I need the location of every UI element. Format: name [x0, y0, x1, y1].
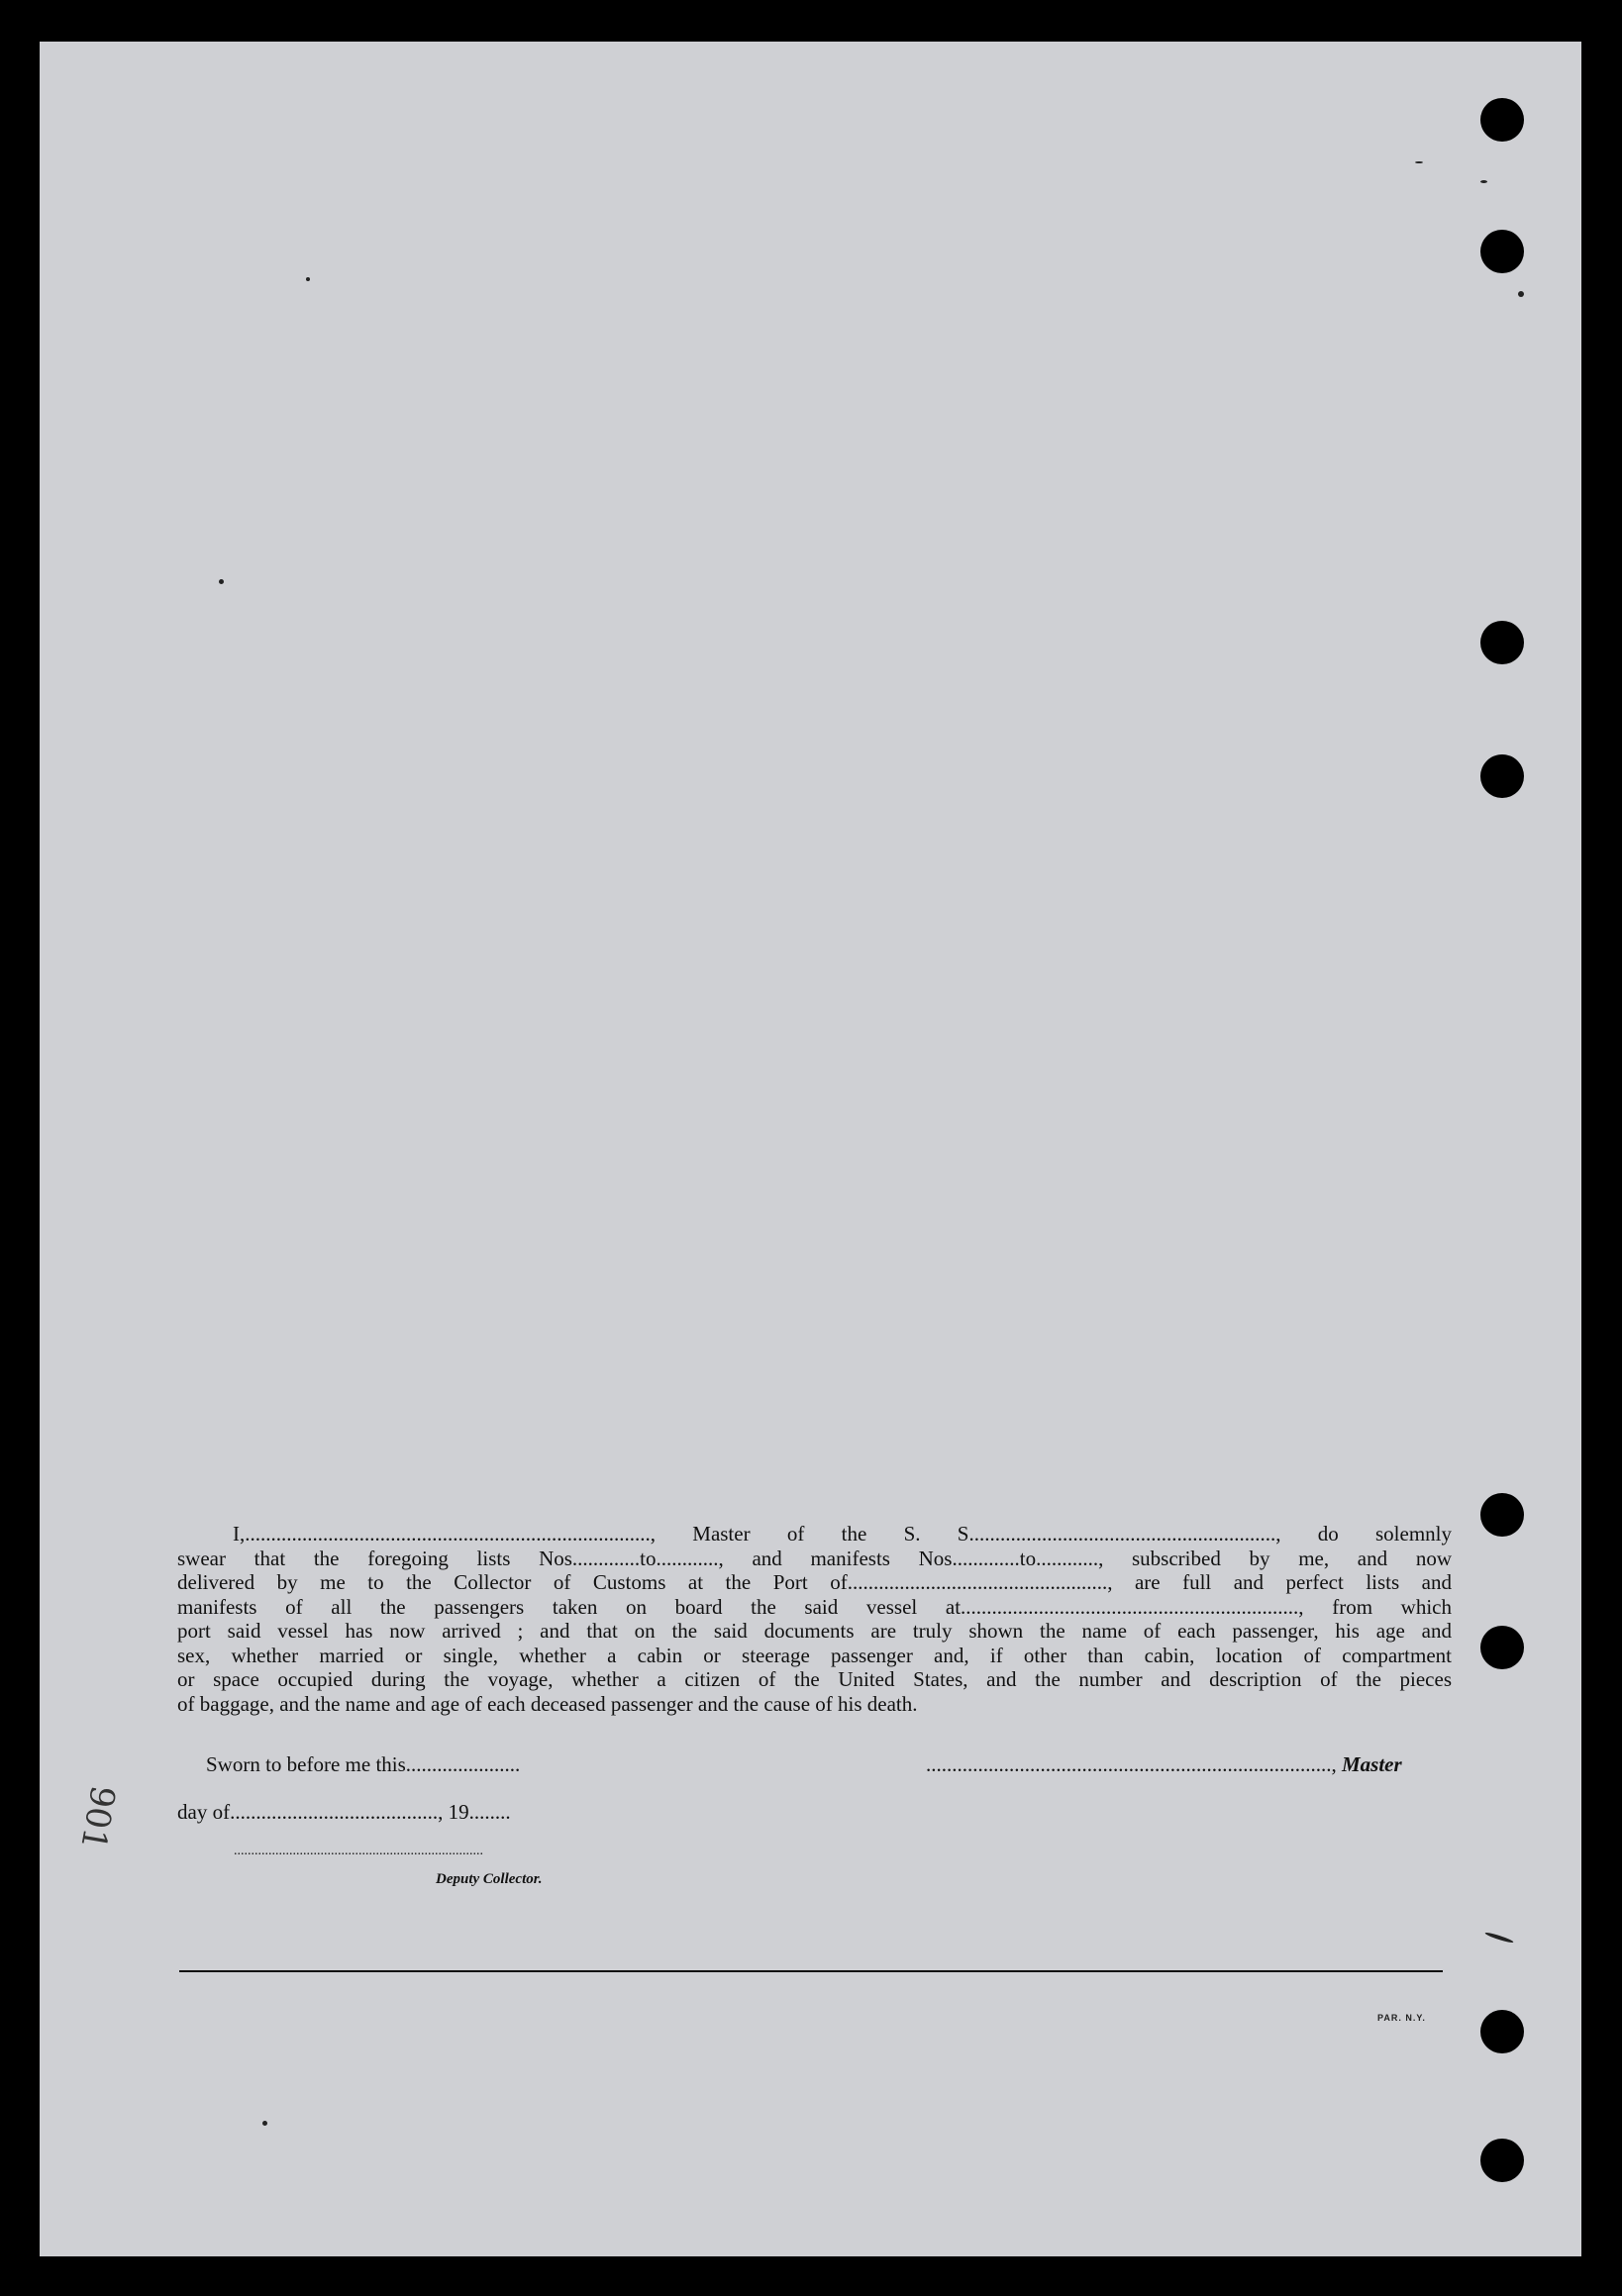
bottom-rule: [179, 1970, 1443, 1972]
printer-mark: PAR. N.Y.: [1377, 2013, 1426, 2023]
deputy-collector-label: Deputy Collector.: [436, 1871, 543, 1887]
punch-hole: [1480, 2139, 1524, 2182]
oath-line: manifests of all the passengers taken on board the said vessel at................................................................., from which: [177, 1594, 1452, 1619]
speck: [306, 277, 310, 281]
punch-hole: [1480, 1493, 1524, 1537]
punch-hole: [1480, 754, 1524, 798]
master-signature-line: ..............................................................................,: [926, 1752, 1337, 1776]
oath-line: of baggage, and the name and age of each deceased passenger and the cause of his death.: [177, 1691, 918, 1716]
speck: [1518, 291, 1524, 297]
oath-line: port said vessel has now arrived ; and that on the said documents are truly shown the name of each passenger, his age and: [177, 1619, 1452, 1643]
master-label: Master: [1342, 1752, 1402, 1776]
speck: [1415, 161, 1423, 163]
oath-line: delivered by me to the Collector of Customs at the Port of.................................................., are full and perfect lists and: [177, 1570, 1452, 1594]
oath-line: sex, whether married or single, whether a cabin or steerage passenger and, if other than cabin, location of compartment: [177, 1643, 1452, 1667]
speck: [262, 2121, 267, 2126]
punch-hole: [1480, 621, 1524, 664]
punch-hole: [1480, 2010, 1524, 2053]
master-signature-field: [926, 1752, 1402, 1777]
punch-hole: [1480, 98, 1524, 142]
sworn-field: Sworn to before me this......................: [206, 1752, 521, 1776]
punch-hole: [1480, 1626, 1524, 1669]
speck: [1484, 1931, 1514, 1944]
oath-paragraph: [177, 1522, 1452, 1716]
speck: [1480, 180, 1487, 183]
document-page: [40, 42, 1581, 2256]
oath-line: or space occupied during the voyage, whether a citizen of the United States, and the number and description of the pieces: [177, 1667, 1452, 1691]
oath-line: I,.............................................................................., Master of the S. S..........................................................., do solemnly: [233, 1522, 1452, 1546]
speck: [219, 579, 224, 584]
deputy-signature-line: ........................................................................: [234, 1844, 483, 1858]
oath-line: swear that the foregoing lists Nos.............to............, and manifests Nos.............to............, subscribed by me, and now: [177, 1546, 1452, 1570]
punch-hole: [1480, 230, 1524, 273]
day-of-field: day of........................................, 19........: [177, 1800, 511, 1824]
handwritten-number: 901: [72, 1782, 123, 1853]
